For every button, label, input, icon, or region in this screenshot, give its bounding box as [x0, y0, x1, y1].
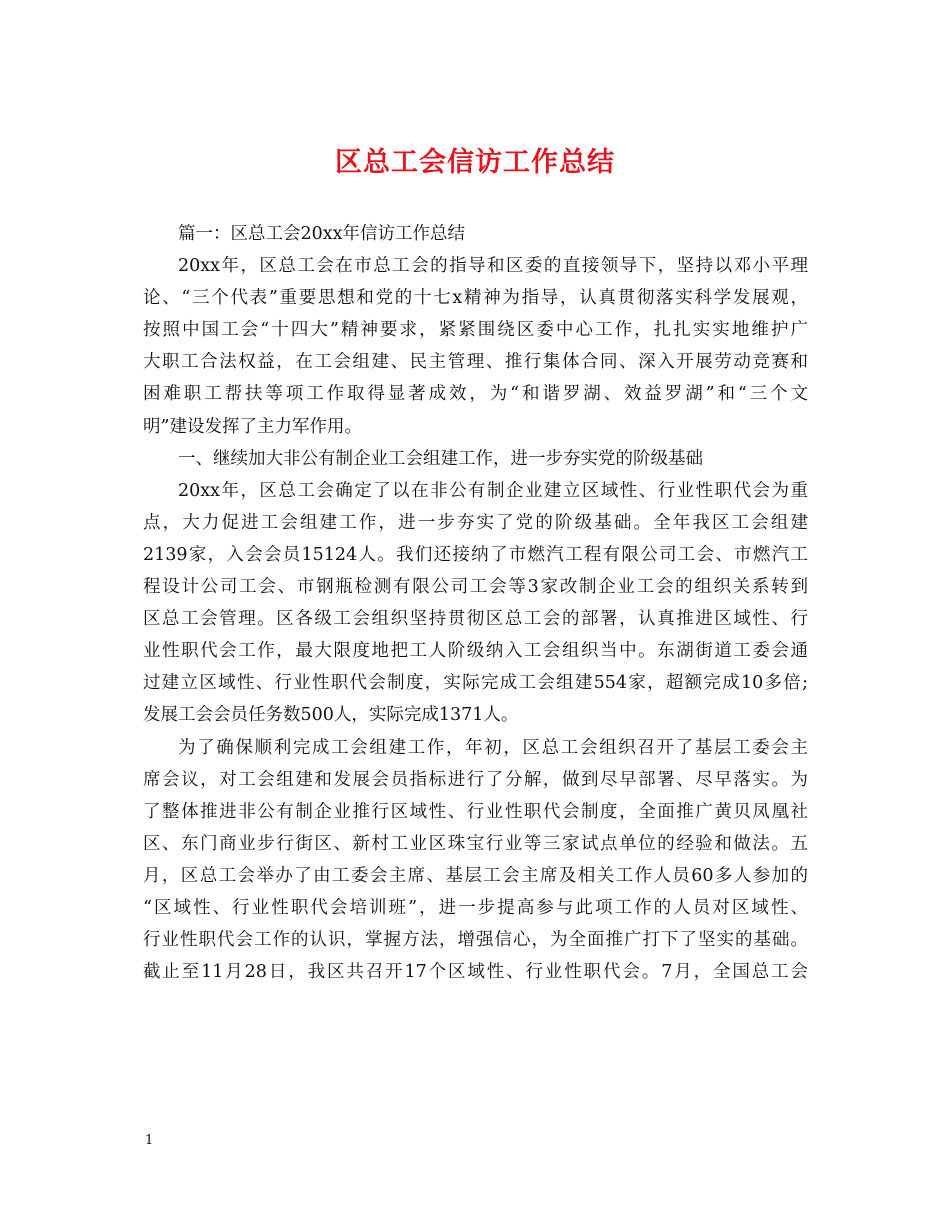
- text-line: 区、东门商业步行街区、新村工业区珠宝行业等三家试点单位的经验和做法。五: [143, 833, 808, 854]
- page-number: 1: [145, 1133, 154, 1148]
- text-line: 一、继续加大非公有制企业工会组建工作，进一步夯实党的阶级基础: [178, 448, 703, 469]
- text-line: 过建立区域性、行业性职代会制度，实际完成工会组建554家，超额完成10多倍;: [143, 673, 808, 694]
- text-line: 为了确保顺利完成工会组建工作，年初，区总工会组织召开了基层工委会主: [178, 737, 808, 758]
- text-line: 2139家，入会会员15124人。我们还接纳了市燃汽工程有限公司工会、市燃汽工: [143, 544, 808, 565]
- text-line: 业性职代会工作，最大限度地把工人阶级纳入工会组织当中。东湖街道工委会通: [143, 641, 808, 662]
- text-line: 了整体推进非公有制企业推行区域性、行业性职代会制度，全面推广黄贝凤凰社: [143, 801, 808, 822]
- text-line: 程设计公司工会、市钢瓶检测有限公司工会等3家改制企业工会的组织关系转到: [143, 577, 808, 598]
- text-line: 论、“三个代表”重要思想和党的十七x精神为指导，认真贯彻落实科学发展观，: [143, 288, 808, 309]
- text-line: 明”建设发挥了主力军作用。: [143, 416, 362, 437]
- document-body: [143, 218, 808, 988]
- text-line: 20xx年，区总工会在市总工会的指导和区委的直接领导下，坚持以邓小平理: [178, 256, 808, 277]
- text-line: 行业性职代会工作的认识，掌握方法，增强信心，为全面推广打下了坚实的基础。: [143, 930, 808, 951]
- text-line: 篇一：区总工会20xx年信访工作总结: [178, 224, 466, 244]
- text-line: 按照中国工会“十四大”精神要求，紧紧围绕区委中心工作，扎扎实实地维护广: [143, 320, 808, 341]
- text-line: 区总工会管理。区各级工会组织坚持贯彻区总工会的部署，认真推进区域性、行: [143, 609, 808, 630]
- text-line: 点，大力促进工会组建工作，进一步夯实了党的阶级基础。全年我区工会组建: [143, 512, 808, 533]
- text-line: 困难职工帮扶等项工作取得显著成效，为“和谐罗湖、效益罗湖”和“三个文: [143, 384, 808, 405]
- document-title: 区总工会信访工作总结: [335, 147, 615, 178]
- text-line: 20xx年，区总工会确定了以在非公有制企业建立区域性、行业性职代会为重: [178, 480, 808, 501]
- text-line: 月，区总工会举办了由工委会主席、基层工会主席及相关工作人员60多人参加的: [143, 865, 808, 886]
- text-line: 席会议，对工会组建和发展会员指标进行了分解，做到尽早部署、尽早落实。为: [143, 769, 808, 790]
- text-line: 大职工合法权益，在工会组建、民主管理、推行集体合同、深入开展劳动竞赛和: [143, 352, 808, 373]
- text-line: 截止至11月28日，我区共召开17个区域性、行业性职代会。7月，全国总工会: [143, 962, 808, 983]
- text-line: “区域性、行业性职代会培训班”，进一步提高参与此项工作的人员对区域性、: [143, 897, 808, 918]
- text-line: 发展工会会员任务数500人，实际完成1371人。: [143, 705, 519, 726]
